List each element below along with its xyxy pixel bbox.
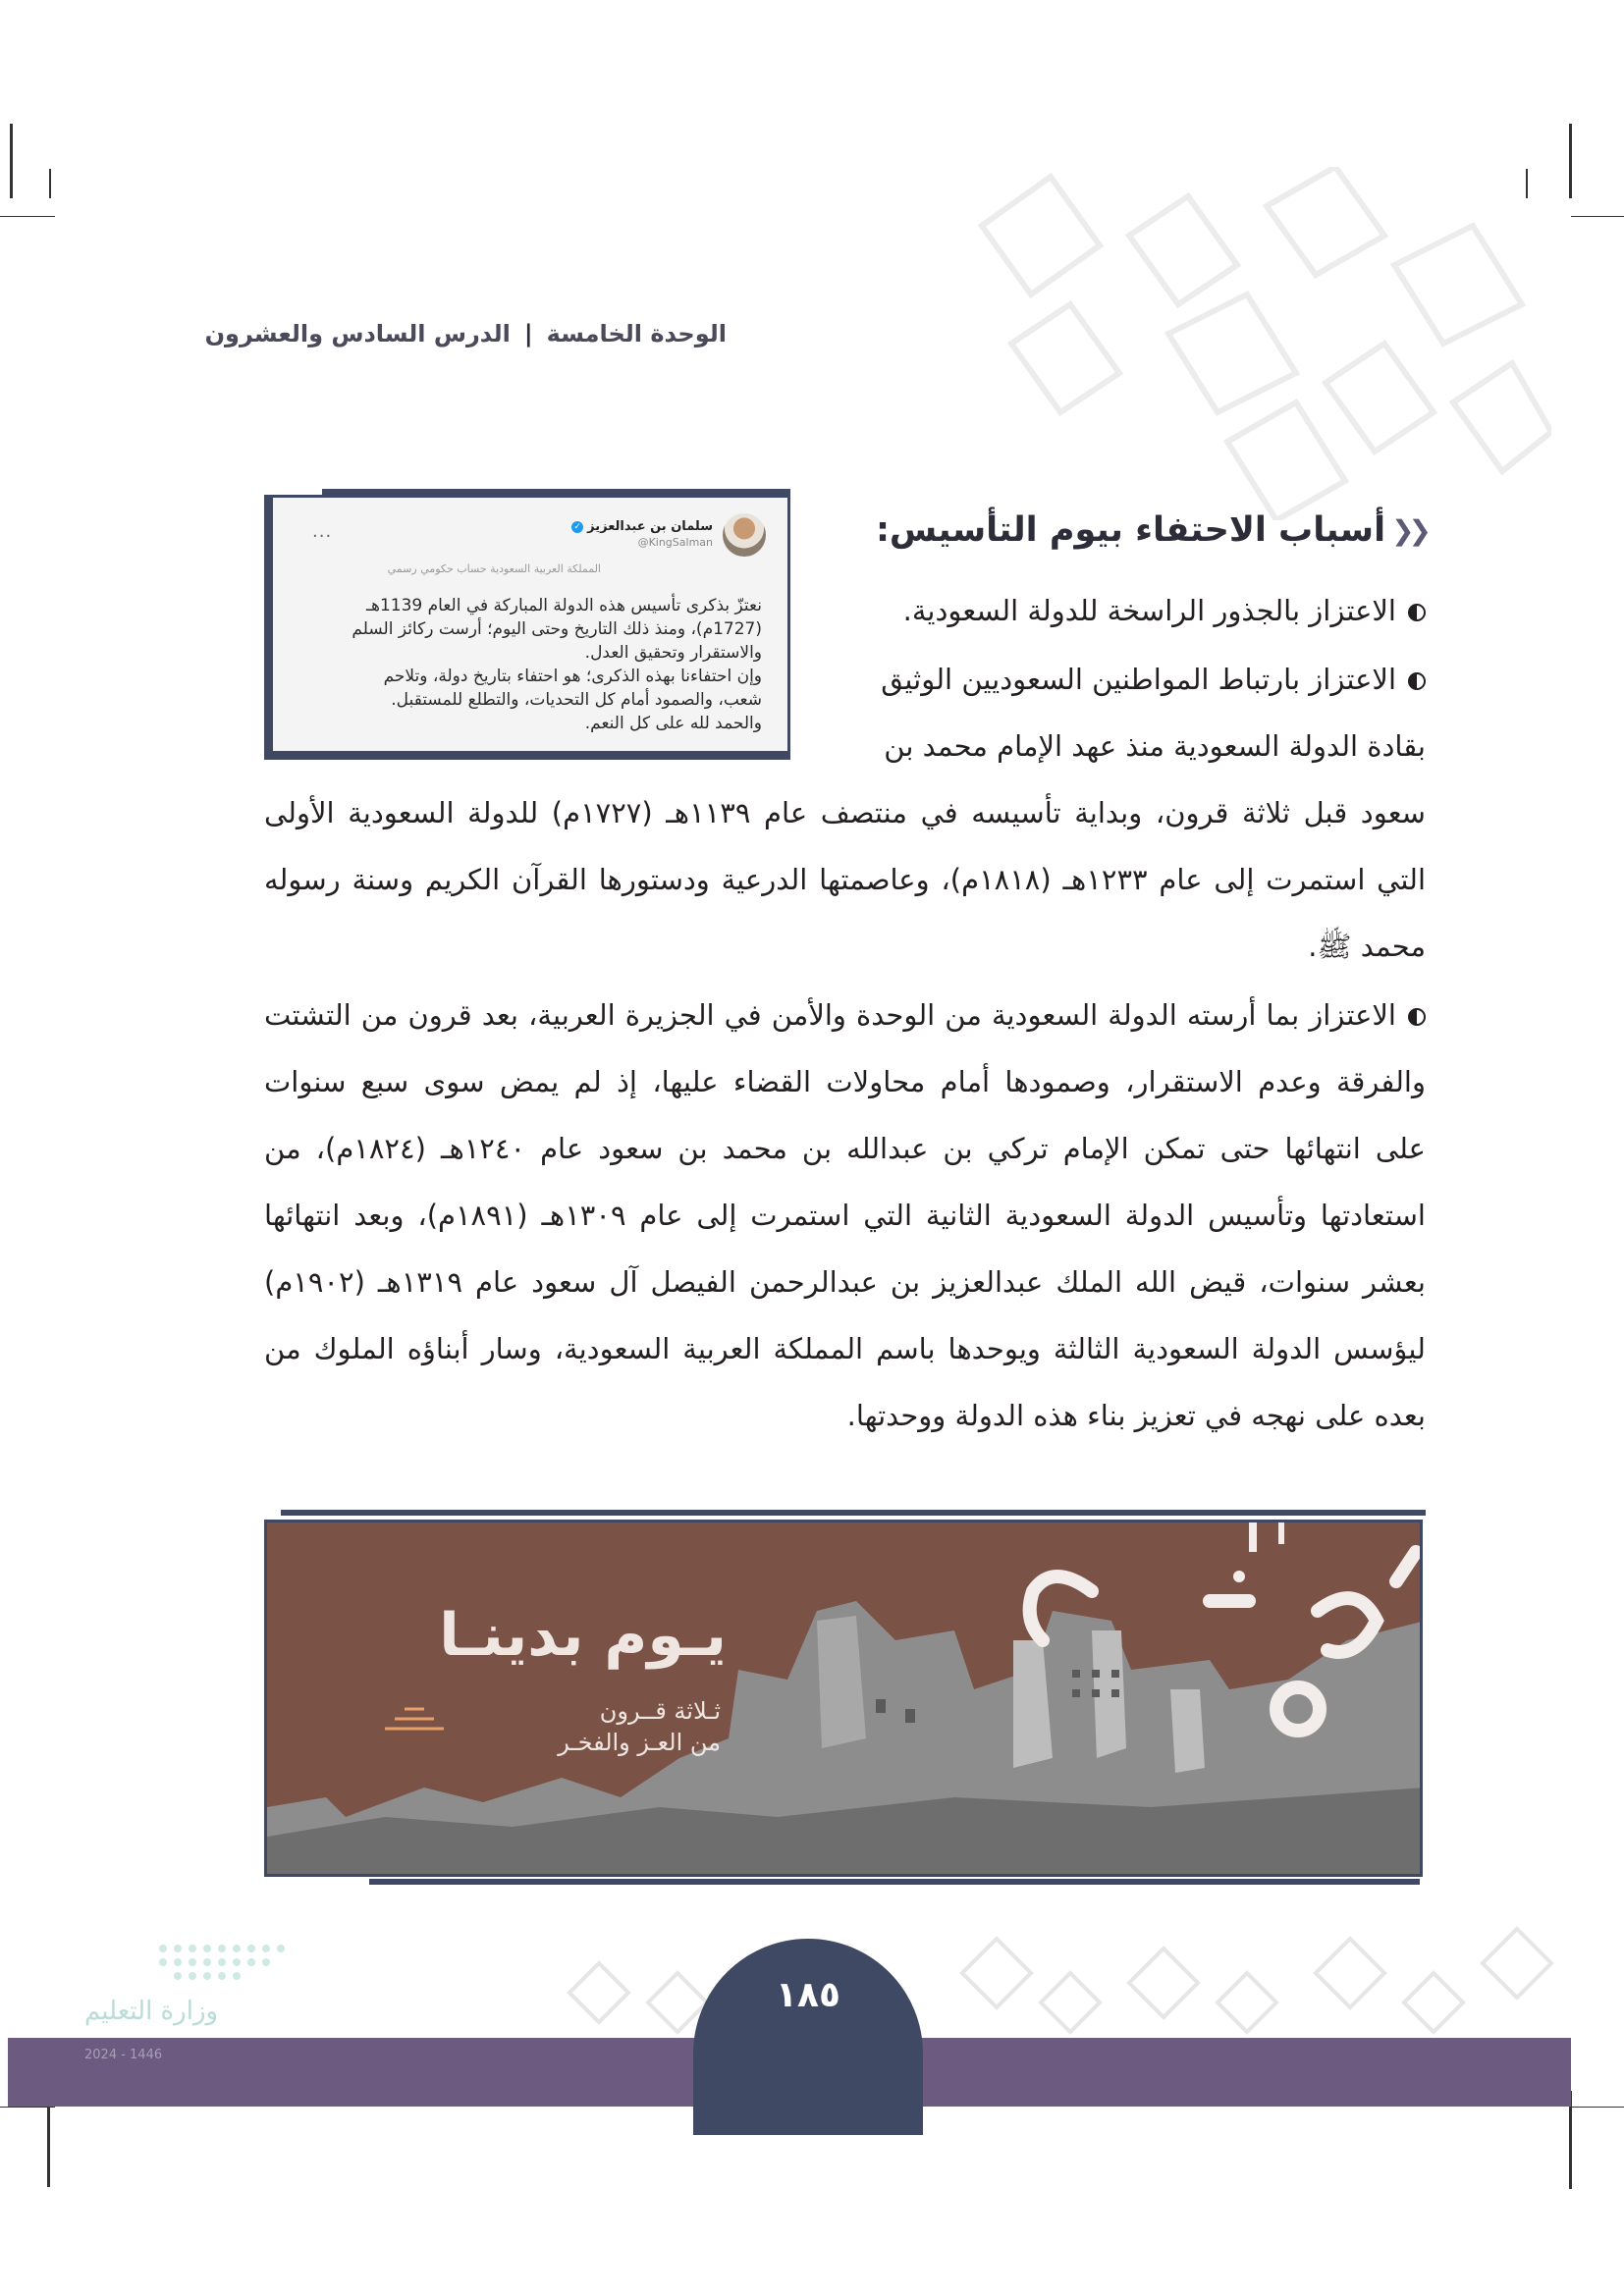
body-line: ليؤسس الدولة السعودية الثالثة ويوحدها باسم المملكة العربية السعودية، وسار أبناؤه الملوك من	[264, 1332, 1426, 1365]
crop-mark	[1571, 2107, 1624, 2108]
body-line: على انتهائها حتى تمكن الإمام تركي بن عبدالله بن محمد بن سعود عام ١٢٤٠هـ (١٨٢٤م)، من	[264, 1132, 1426, 1165]
bullet-icon	[1408, 672, 1426, 690]
banner-frame	[369, 1879, 1420, 1885]
bullet-item	[264, 995, 1426, 1035]
tweet-handle: @KingSalman	[637, 536, 713, 549]
double-chevron-icon: ❮❮	[1391, 513, 1426, 547]
tweet-author-name: سلمان بن عبدالعزيز	[587, 519, 713, 534]
verified-badge-icon: ✓	[571, 521, 583, 533]
ministry-year: 2024 - 1446	[84, 2048, 163, 2062]
tweet-line: نعتزّ بذكرى تأسيس هذه الدولة المباركة في العام 1139هـ	[366, 596, 762, 615]
tweet-line: والاستقرار وتحقيق العدل.	[584, 643, 762, 663]
body-line: بعشر سنوات، قيض الله الملك عبدالعزيز بن عبدالرحمن الفيصل آل سعود عام ١٣١٩هـ (١٩٠٢م)	[264, 1265, 1426, 1299]
bullet-icon	[1408, 1008, 1426, 1026]
body-line: بقادة الدولة السعودية منذ عهد الإمام محمد بن	[884, 729, 1426, 763]
breadcrumb	[205, 320, 727, 347]
decorative-pattern	[923, 167, 1551, 520]
tweet-header	[571, 513, 766, 557]
tweet-account-note: المملكة العربية السعودية حساب حكومي رسمي	[387, 562, 601, 575]
body-line: الاعتزاز بما أرسته الدولة السعودية من الوحدة والأمن في الجزيرة العربية، بعد قرون من التشتت	[264, 998, 1396, 1032]
crop-mark	[0, 216, 55, 217]
body-line: سعود قبل ثلاثة قرون، وبداية تأسيسه في منتصف عام ١١٣٩هـ (١٧٢٧م) للدولة السعودية الأولى	[264, 796, 1426, 829]
body-line: محمد ﷺ.	[1308, 930, 1426, 963]
body-line: الاعتزاز بالجذور الراسخة للدولة السعودية.	[902, 594, 1396, 627]
banner-frame	[281, 1510, 1426, 1516]
crop-mark	[49, 169, 51, 198]
tweet-card	[264, 495, 790, 760]
bullet-item	[881, 660, 1426, 699]
breadcrumb-lesson: الدرس السادس والعشرون	[204, 320, 511, 347]
banner-title: يـوم بدينـا	[439, 1601, 727, 1670]
banner-subtitle: ثـلاثة قــرون	[599, 1697, 721, 1725]
section-heading	[876, 510, 1426, 550]
page-number: ١٨٥	[776, 1975, 840, 2015]
diriyah-skyline-illustration	[267, 1522, 1423, 1877]
avatar	[723, 513, 766, 557]
ministry-name: وزارة التعليم	[84, 1997, 219, 2026]
crop-mark	[10, 124, 13, 198]
section-heading-text: أسباب الاحتفاء بيوم التأسيس:	[875, 510, 1386, 550]
crop-mark	[1569, 124, 1572, 198]
crop-mark	[47, 2099, 50, 2187]
tweet-line: شعب، والصمود أمام كل التحديات، والتطلع للمستقبل.	[391, 690, 762, 710]
tweet-line: (1727م)، ومنذ ذلك التاريخ وحتى اليوم؛ أرست ركائز السلم	[352, 619, 762, 639]
more-options-icon: ...	[312, 521, 333, 542]
body-line: والفرقة وعدم الاستقرار، وصمودها أمام محاولات القضاء عليها، إذ لم يمض سوى سبع سنوات	[264, 1065, 1426, 1098]
breadcrumb-unit: الوحدة الخامسة	[546, 320, 727, 347]
founding-day-banner	[264, 1520, 1423, 1877]
tweet-body	[291, 594, 762, 735]
crop-mark	[1571, 216, 1624, 217]
bullet-item	[903, 591, 1426, 630]
body-line: الاعتزاز بارتباط المواطنين السعوديين الوثيق	[881, 663, 1396, 696]
body-line: التي استمرت إلى عام ١٢٣٣هـ (١٨١٨م)، وعاصمتها الدرعية ودستورها القرآن الكريم وسنة رسوله	[264, 863, 1426, 896]
banner-subtitle: من العـز والفخـر	[558, 1729, 721, 1756]
tweet-line: والحمد لله على كل النعم.	[584, 714, 762, 733]
body-line: بعده على نهجه في تعزيز بناء هذه الدولة ووحدتها.	[846, 1399, 1426, 1432]
crop-mark	[0, 2107, 55, 2108]
breadcrumb-separator: |	[523, 320, 533, 347]
body-line: استعادتها وتأسيس الدولة السعودية الثانية التي استمرت إلى عام ١٣٠٩هـ (١٨٩١م)، وبعد انتهائها	[264, 1199, 1426, 1232]
bullet-icon	[1408, 604, 1426, 621]
tweet-line: وإن احتفاءنا بهذه الذكرى؛ هو احتفاء بتاريخ دولة، وتلاحم	[383, 667, 762, 686]
